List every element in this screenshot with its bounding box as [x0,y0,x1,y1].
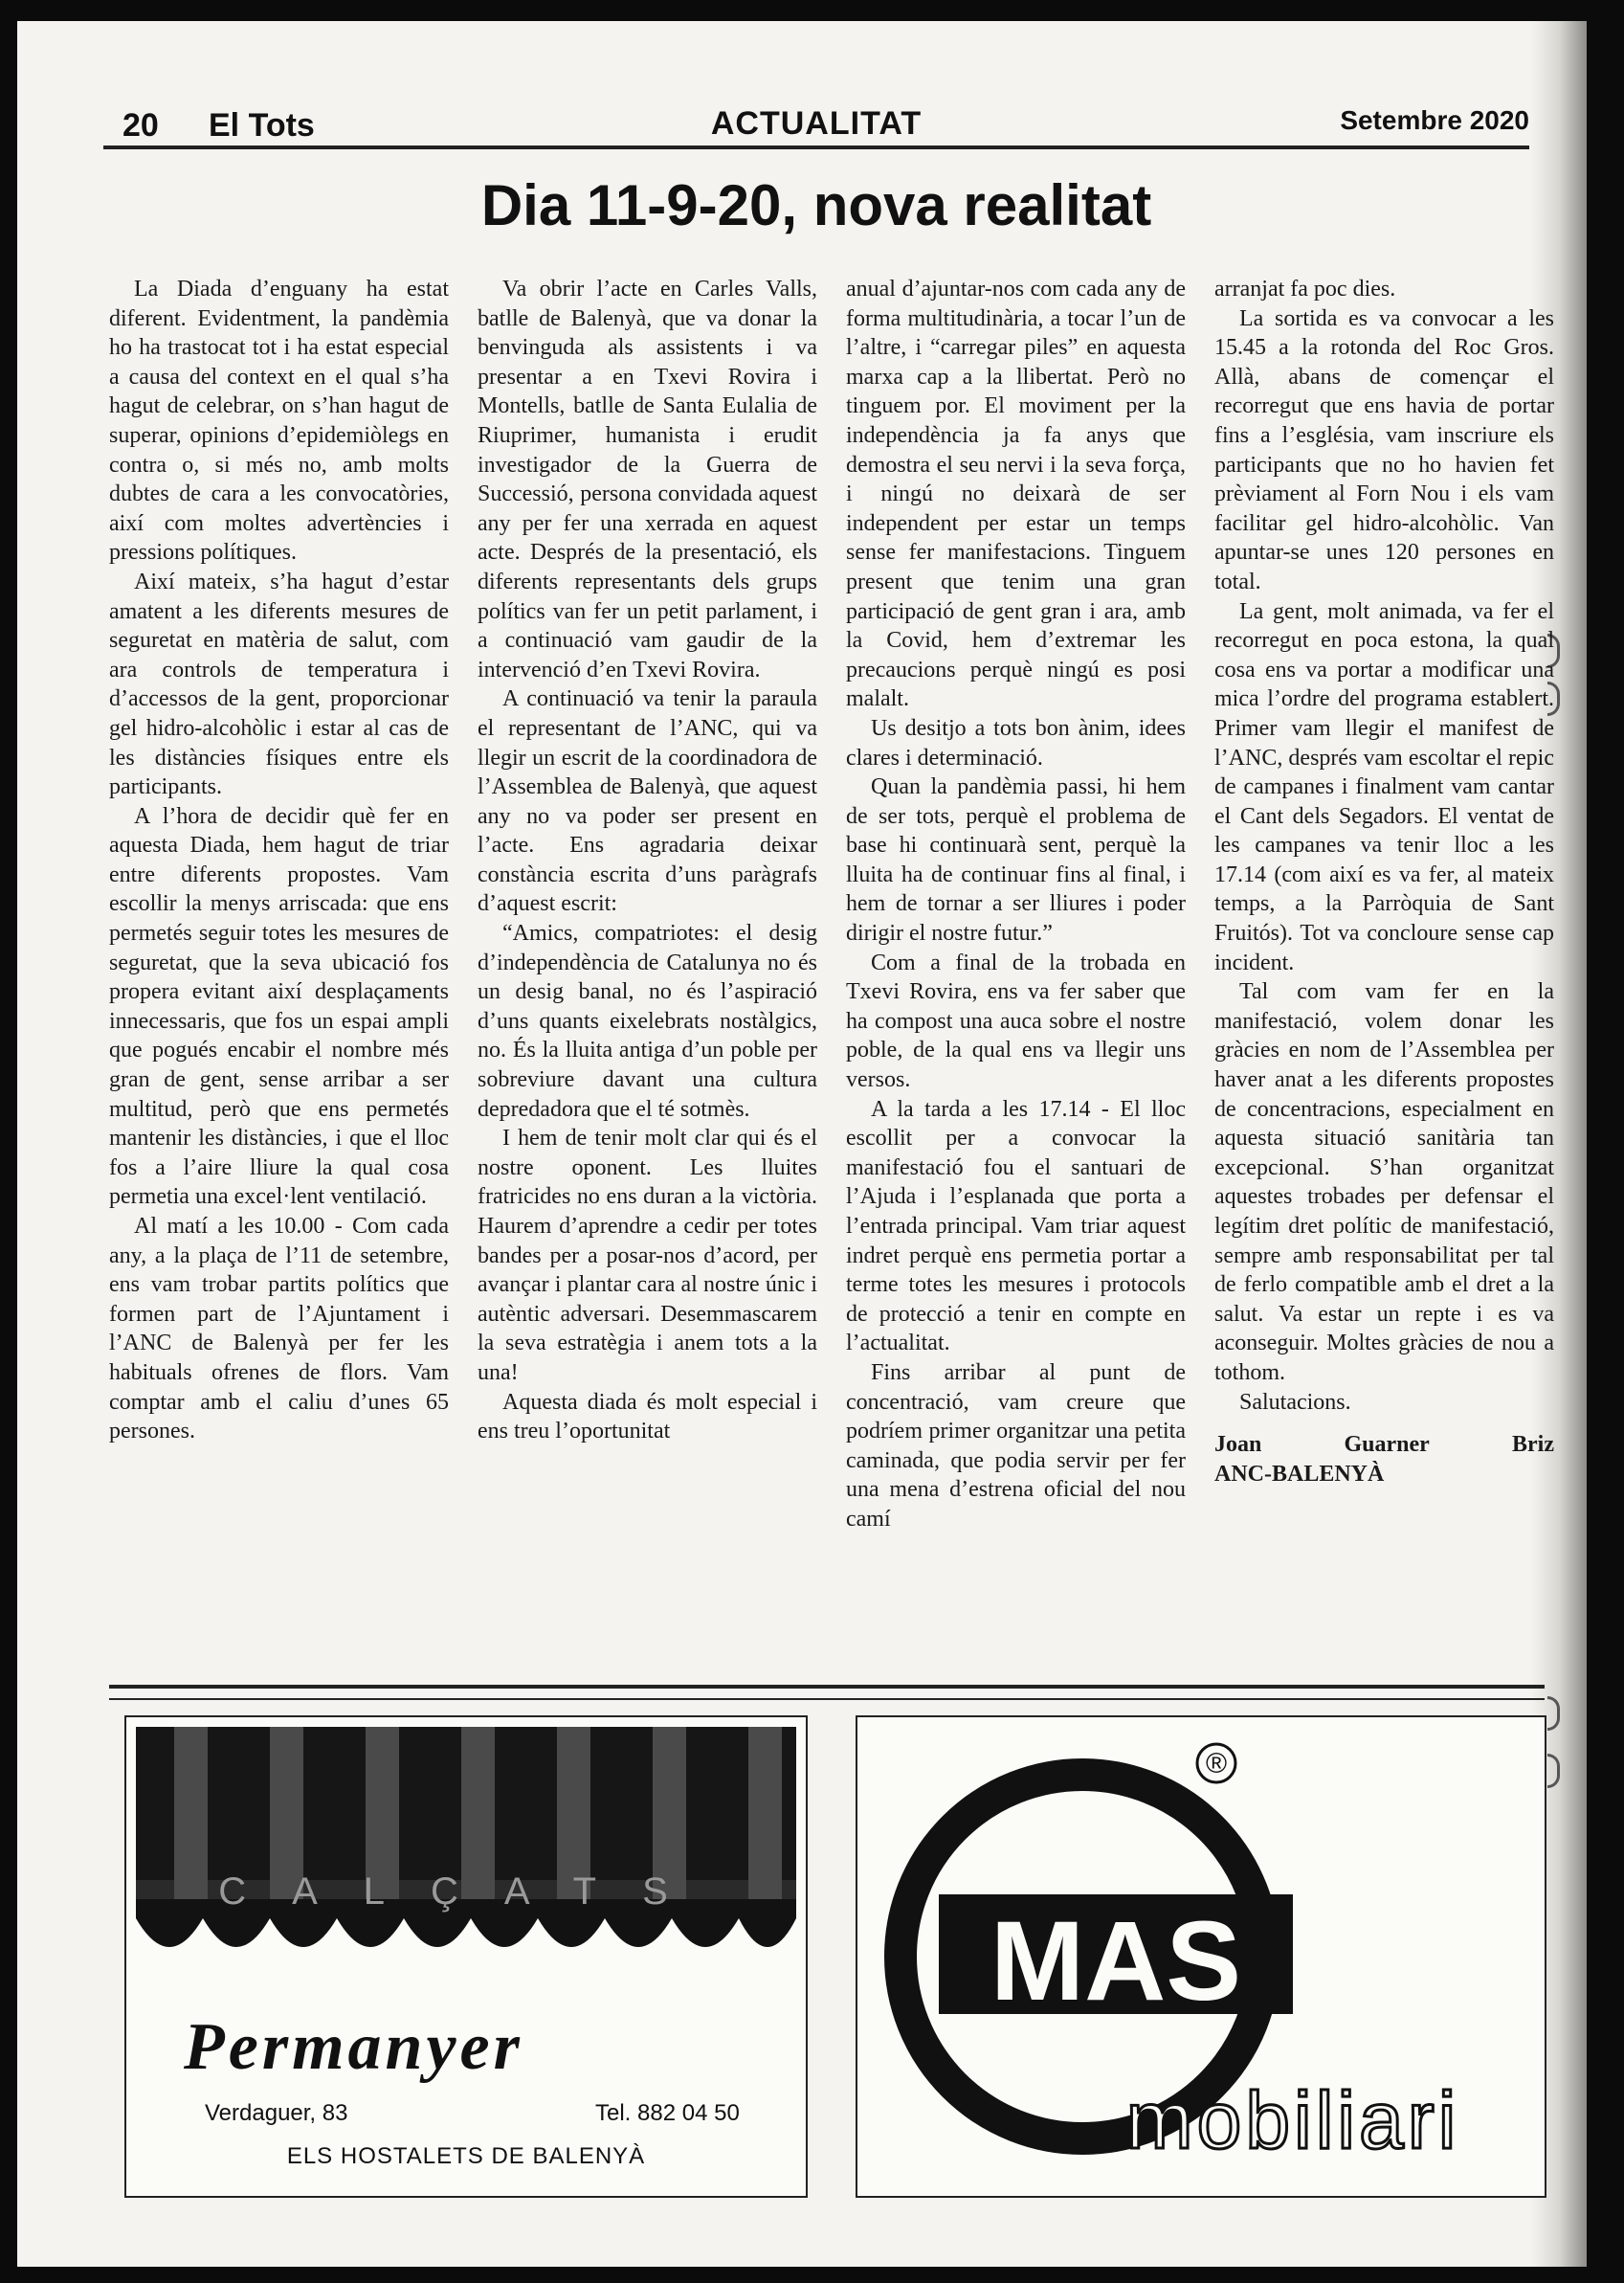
article-title: Dia 11-9-20, nova realitat [480,173,1152,237]
paragraph: A l’hora de decidir què fer en aquesta Diada, hem hagut de triar entre diferents propostes. Vam escollir la menys arriscada: que ens permetés seguir totes les mesures de seguretat, que la seva ubicació fos propera evitant així desplaçaments innecessaris, que fos un espai ampli que pogués encabir el nombre més gran de gent, sense arribar a ser multitud, però que ens permetés mantenir les distàncies, i que el lloc fos a l’aire lliure la qual cosa permetia una excel·lent ventilació. [109,803,449,1210]
page-number: 20 [122,107,159,144]
paragraph: Al matí a les 10.00 - Com cada any, a la plaça de l’11 de setembre, ens vam trobar partits polítics que formen part de l’Ajuntament i l’ANC de Balenyà per fer les habituals ofrenes de flors. Vam comptar amb el caliu d’unes 65 persones. [109,1214,449,1444]
article-body [109,275,1554,1653]
paragraph: La sortida es va convocar a les 15.45 a la rotonda del Roc Gros. Allà, abans de començar el recorregut que ens havia de portar fins a l’església, vam inscriure els participants que no ho havien fet prèviament al Forn Nou i els vam facilitar gel hidro-alcohòlic. Van apuntar-se unes 120 persones en total. [1214,305,1554,594]
paragraph: Fins arribar al punt de concentració, vam creure que podríem primer organitzar una petita caminada, que podia servir per fer una mena d’estrena oficial del nou camí [846,1359,1186,1532]
section-name: ACTUALITAT [710,105,923,142]
shop-phone: Tel. 882 04 50 [595,2100,740,2126]
paragraph: arranjat fa poc dies. [1214,277,1396,302]
paragraph: Així mateix, s’ha hagut d’estar amatent a les diferents mesures de seguretat en matèria de salut, com ara controls de temperatura i d’accessos de la gent, proporcionar gel hidro-alcohòlic i estar al cas de les distàncies físiques entre els participants. [109,569,449,800]
paragraph: Aquesta diada és molt especial i ens treu l’oportunitat [478,1389,817,1444]
paragraph: Com a final de la trobada en Txevi Rovira, ens va fer saber que ha compost una auca sobre el nostre poble, de la qual ens va llegir uns versos. [846,950,1186,1093]
paragraph: La gent, molt animada, va fer el recorregut en poca estona, la qual cosa ens va portar a modificar una mica l’ordre del programa establert. Primer vam llegir el manifest de l’ANC, després vam escoltar el repic de campanes i finalment vam cantar el Cant dels Segadors. El ventat de les campanes va tenir lloc a les 17.14 (com així es va fer, al mateix temps, a la Parròquia de Sant Fruitós). Tot va concloure sense cap incident. [1214,598,1554,975]
column-4 [1214,275,1554,1653]
paragraph: Va obrir l’acte en Carles Valls, batlle de Balenyà, que va donar la benvinguda als assistents i va presentar a en Txevi Rovira i Montells, batlle de Santa Eulalia de Riuprimer, humanista i erudit investigador de la Guerra de Successió, persona convidada aquest any per fer una xerrada en aquest acte. Després de la presentació, els diferents representants dels grups polítics van fer un petit parlament, i a continuació vam gaudir de la intervenció d’en Txevi Rovira. [478,277,817,683]
publication-name: El Tots [209,107,315,144]
divider-thick [109,1685,1545,1689]
paragraph: A la tarda a les 17.14 - El lloc escollit per a convocar la manifestació fou el santuari de l’Ajuda i l’esplanada que porta a l’entrada principal. Vam triar aquest indret perquè ens permetia portar a terme totes les mesures i protocols de protecció a tenir en compte en l’actualitat. [846,1096,1186,1356]
binding-ring [1547,1696,1560,1731]
paragraph: La Diada d’enguany ha estat diferent. Evidentment, la pandèmia ho ha trastocat tot i ha estat especial a causa del context en el qual s’ha hagut de celebrar, on s’han hagut de superar, opinions d’epidemiòlegs en contra o, si més no, amb molts dubtes de cara a les convocatòries, així com moltes advertències i pressions polítiques. [109,277,449,566]
column-2 [478,275,817,1653]
shop-address: Verdaguer, 83 [205,2100,348,2126]
column-1 [109,275,449,1653]
registered-mark: ® [1205,1748,1228,1779]
paragraph: Quan la pandèmia passi, hi hem de ser tots, perquè el problema de base hi continuarà sent, perquè la lluita ha de continuar fins al final, i hem de tornar a ser lliures i poder dirigir el nostre futur.” [846,774,1186,947]
issue-date: Setembre 2020 [1340,105,1529,135]
paragraph: Salutacions. [1239,1389,1351,1415]
mas-brand: MAS [990,1898,1242,2025]
paragraph: Tal com vam fer en la manifestació, volem donar les gràcies en nom de l’Assemblea per haver anat a les diferents propostes de concentracions, especialment en aquesta situació sanitària tan excepcional. S’han organitzat aquestes trobades per defensar el legítim dret polític de manifestació, sempre amb responsabilitat per tal de ferlo compatible amb el dret a la salut. Va estar un repte i es va aconseguir. Moltes gràcies de nou a tothom. [1214,979,1554,1385]
paragraph: A continuació va tenir la paraula el representant de l’ANC, qui va llegir un escrit de la coordinadora de l’Assemblea de Balenyà, que aquest any no va poder ser present en l’acte. Ens agradaria deixar constància escrita d’uns paràgrafs d’aquest escrit: [478,686,817,917]
author-organization: ANC-BALENYÀ [1214,1461,1385,1487]
mas-subtitle: mobiliari [1125,2075,1460,2165]
author-last-name: Briz [1512,1432,1554,1458]
mas-logo [857,1717,1545,2196]
divider-thin [109,1698,1545,1700]
column-3 [846,275,1186,1653]
author-middle-name: Guarner [1344,1432,1430,1458]
author-signature [1214,1430,1554,1460]
page-header [103,88,1529,149]
awning-graphic [136,1727,796,2004]
binding-ring [1547,1754,1560,1788]
paragraph: “Amics, compatriotes: el desig d’independència de Catalunya no és un desig banal, no és l’aspiració d’uns quants eixelebrats nostàlgics, no. És la lluita antiga d’un poble per sobreviure davant una cultura depredadora que el té sotmès. [478,921,817,1122]
ad-permanyer [124,1715,808,2198]
paragraph: Us desitjo a tots bon ànim, idees clares i determinació. [846,715,1186,771]
author-first-name: Joan [1214,1432,1262,1458]
ad-mas-mobiliari [856,1715,1546,2198]
paragraph: anual d’ajuntar-nos com cada any de forma multitudinària, a tocar l’un de l’altre, i “carregar piles” en aquesta marxa cap a la llibertat. Però no tinguem por. El moviment per la independència ja fa anys que demostra el seu nervi i la seva força, i ningú no deixarà de ser independent per estar un temps sense fer manifestacions. Tinguem present que tenim una gran participació de gent gran i ara, amb la Covid, hem d’extremar les precaucions perquè ningú es posi malalt. [846,277,1186,712]
magazine-page [17,21,1587,2267]
shop-town: ELS HOSTALETS DE BALENYÀ [286,2143,646,2169]
paragraph: I hem de tenir molt clar qui és el nostre oponent. Les lluites fratricides no ens duran a la victòria. Haurem d’aprendre a cedir per totes bandes per a posar-nos d’acord, per avançar i plantar cara al nostre únic i autèntic adversari. Desemmascarem la seva estratègia i anem tots a la una! [478,1126,817,1385]
awning-text: CALÇATS [218,1870,714,1913]
shop-name: Permanyer [184,2010,523,2084]
